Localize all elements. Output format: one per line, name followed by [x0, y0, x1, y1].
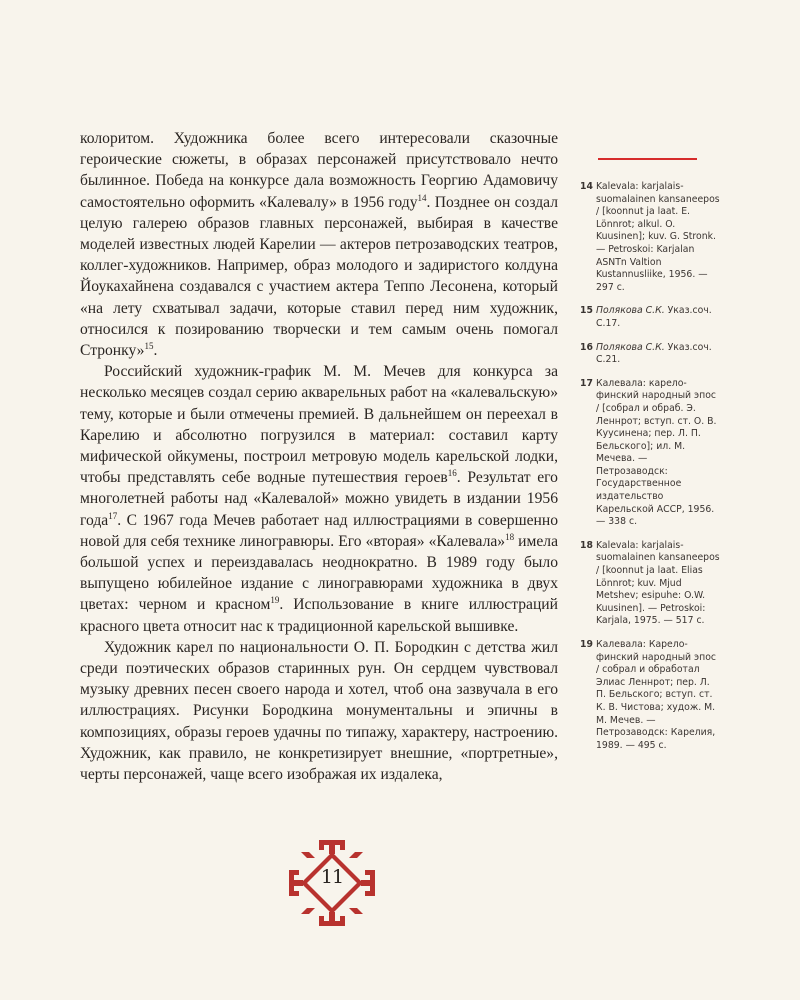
footnote-ref-15[interactable]: 15: [144, 340, 154, 351]
sidebar-notes: [580, 181, 720, 763]
footnote-text: Kalevala: karjalais-suomalainen kansaneepos / [koonnut ja laat. E. Lönnrot; alkul. O. Kuusinen]; kuv. G. Stronk. — Petroskoi: Karjalan ASNTn Valtion Kustannusliike, 1956. — 297 с.: [596, 181, 720, 293]
page-number: 11: [320, 866, 344, 888]
footnote-ref-16[interactable]: 16: [447, 468, 457, 479]
paragraph-1: колоритом. Художника более всего интересовали сказочные героические сюжеты, в образах персонажей присутствовало нечто былинное. Победа на конкурсе дала возможность Георгию Адамовичу самостоятельно оформить «Калевалу» в 1956 году$^{14}$. Позднее он создал целую галерею образов главных персонажей, выбирая в качестве моделей известных людей Карелии — актеров петрозаводских театров, коллег-художников. Например, образ молодого и задиристого колдуна Йоукахайнена создавался с участием актера Теппо Лесонена, который «на лету схватывал задачи, которые ставил перед ним художник, относился к позированию творчески и тем самым очень помогал Стронку»$^{15}$.: [80, 130, 558, 360]
footnote-16: [580, 342, 720, 367]
footnote-text: Калевала: Карело-финский народный эпос / собрал и обработал Элиас Леннрот; пер. Л. П. Бельского; вступ. ст. К. В. Чистова; худож. М. М. Мечев. — Петрозаводск: Карелия, 1989. — 495 с.: [596, 639, 717, 751]
footnote-ref-19[interactable]: 19: [270, 595, 280, 606]
footnote-ref-14[interactable]: 14: [417, 192, 427, 203]
footnote-18: [580, 540, 720, 628]
paragraph-2: Российский художник-график М. М. Мечев для конкурса за несколько месяцев создал серию акварельных работ на «калевальскую» тему, которые и были отмечены премией. В дальнейшем он переехал в Карелию и абсолютно погрузился в материал: составил карту мифической ойкумены, построил метровую модель карельской лодки, чтобы представлять себе водные путешествия героев$^{16}$. Результат его многолетней работы над «Калевалой» можно увидеть в издании 1956 года$^{17}$. С 1967 года Мечев работает над иллюстрациями в совершенно новой для себя технике линогравюры. Его «вторая» «Калевала»$^{18}$ имела большой успех и переиздавалась неоднократно. В 1989 году было выпущено юбилейное издание с линогравюрами художника в двух цветах: черном и красном$^{19}$. Использование в книге иллюстраций красного цвета относит нас к традиционной карельской вышивке.: [80, 363, 558, 635]
footnote-number: 19: [580, 639, 593, 650]
footnote-text: Калевала: карело-финский народный эпос / [собрал и обраб. Э. Леннрот; вступ. ст. О. В. Куусинена; пер. Л. П. Бельского]; ил. М. Мечева. — Петрозаводск: Государственное издательство Карельской АССР, 1956. — 338 с.: [596, 377, 717, 528]
footnote-number: 16: [580, 341, 593, 353]
footnote-text: Kalevala: karjalais-suomalainen kansaneepos / [koonnut ja laat. Elias Lönnrot; kuv. Mjud Metshev; esipuhe: O.W. Kuusinen]. — Petroskoi: Karjala, 1975. — 517 с.: [596, 539, 720, 627]
paragraph-3: Художник карел по национальности О. П. Бородкин с детства жил среди поэтических образов старинных рун. Он сердцем чувствовал музыку древних песен своего народа и хотел, чтоб она зазвучала в его иллюстрациях. Рисунки Бородкина монументальны и эпичны в композициях, образы героев удачны по типажу, характеру, настроению. Художник, как правило, не конкретизирует внешние, «портретные», черты персонажей, чаще всего изображая их издалека,: [80, 638, 558, 784]
footnote-number: 17: [580, 377, 593, 389]
footnote-15: [580, 305, 720, 330]
notes-divider: [598, 158, 697, 160]
footnote-number: 14: [580, 181, 593, 192]
footnote-19: [580, 639, 720, 752]
footnote-14: [580, 181, 720, 294]
footnote-ref-18[interactable]: 18: [505, 531, 515, 542]
footnote-text: Полякова С.К. Указ.соч. С.17.: [596, 305, 712, 329]
footnote-17: [580, 378, 720, 529]
footnote-ref-17[interactable]: 17: [108, 510, 118, 521]
footnote-text: Полякова С.К. Указ.соч. С.21.: [596, 341, 712, 366]
main-text-column: [80, 128, 558, 785]
footnote-number: 15: [580, 305, 593, 317]
footnote-number: 18: [580, 539, 593, 551]
